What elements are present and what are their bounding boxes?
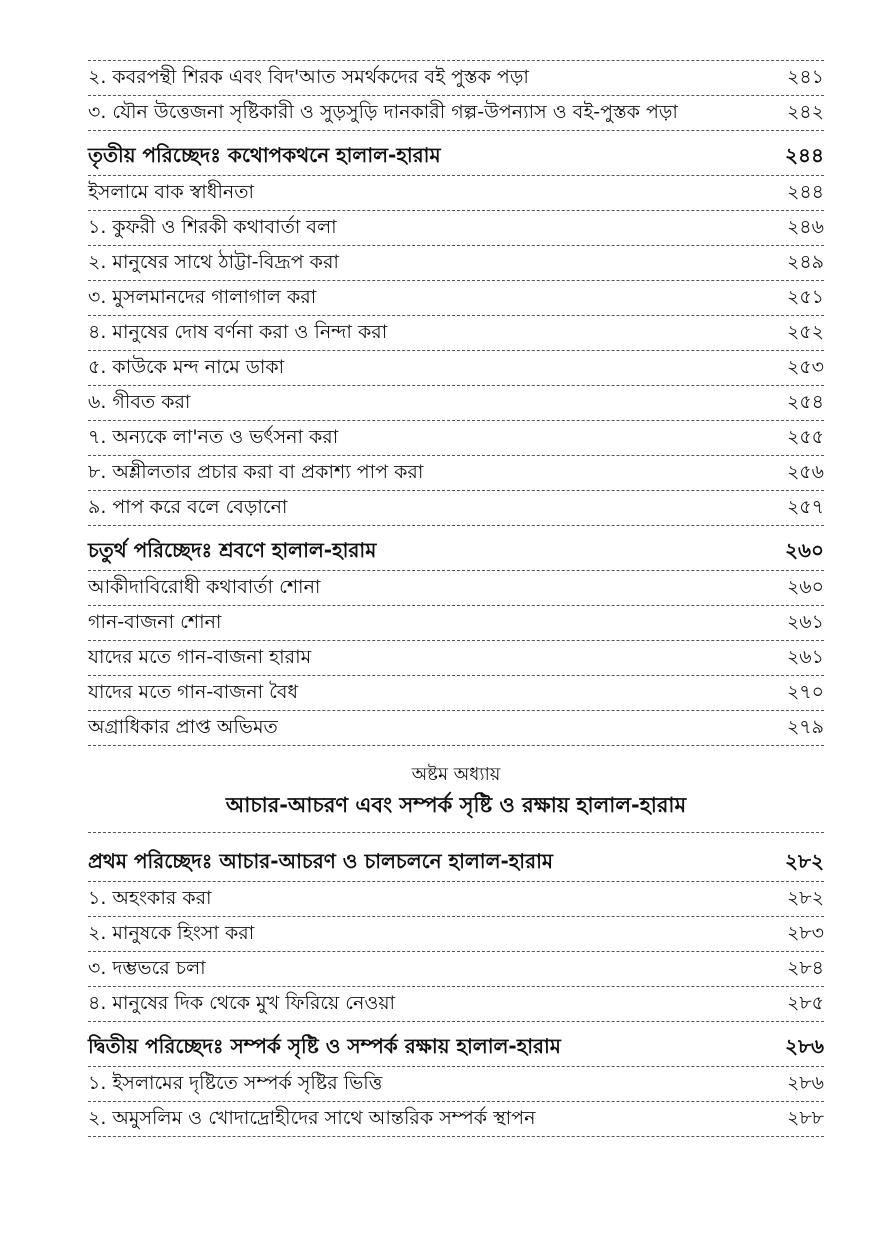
toc-section-heading <box>88 837 824 882</box>
toc-entry-page: ২৬১ <box>786 646 824 668</box>
toc-section-part1 <box>88 61 824 746</box>
toc-entry-page: ২৫৩ <box>786 356 824 378</box>
chapter-number: অষ্টম অধ্যায় <box>411 764 501 785</box>
toc-entry-page: ২৪২ <box>786 101 824 123</box>
toc-entry <box>88 61 824 96</box>
toc-entry <box>88 456 824 491</box>
toc-entry <box>88 386 824 421</box>
toc-entry-page: ২৬০ <box>786 576 824 598</box>
toc-entry-title: ৪. মানুষের দোষ বর্ণনা করা ও নিন্দা করা <box>88 321 388 343</box>
toc-entry-title: ৮. অশ্লীলতার প্রচার করা বা প্রকাশ্য পাপ করা <box>88 461 424 483</box>
toc-entry-title: ৫. কাউকে মন্দ নামে ডাকা <box>88 356 285 378</box>
chapter-header <box>88 762 824 833</box>
toc-entry <box>88 952 824 987</box>
toc-entry-page: ২৫২ <box>786 321 824 343</box>
toc-entry <box>88 676 824 711</box>
toc-entry-page: ২৪৯ <box>786 251 824 273</box>
toc-entry-page: ২৬১ <box>786 611 824 633</box>
toc-entry <box>88 246 824 281</box>
toc-entry <box>88 571 824 606</box>
toc-entry <box>88 711 824 746</box>
toc-entry-title: ১. ইসলামের দৃষ্টিতে সম্পর্ক সৃষ্টির ভিত্তি <box>88 1072 383 1094</box>
toc-entry-title: ২. কবরপন্থী শিরক এবং বিদ'আত সমর্থকদের বই পুস্তক পড়া <box>88 66 529 88</box>
toc-entry-page: ২৫১ <box>786 286 824 308</box>
toc-entry-page: ২৮৬ <box>785 1034 824 1058</box>
chapter-divider <box>88 832 824 833</box>
toc-entry-title: তৃতীয় পরিচ্ছেদঃ কথোপকথনে হালাল-হারাম <box>88 143 441 167</box>
toc-entry-title: গান-বাজনা শোনা <box>88 611 222 633</box>
toc-entry <box>88 96 824 131</box>
toc-entry-title: ৭. অন্যকে লা'নত ও ভর্ৎসনা করা <box>88 426 339 448</box>
toc-entry-title: দ্বিতীয় পরিচ্ছেদঃ সম্পর্ক সৃষ্টি ও সম্পর্ক রক্ষায় হালাল-হারাম <box>88 1034 561 1058</box>
toc-entry <box>88 211 824 246</box>
toc-entry-title: অগ্রাধিকার প্রাপ্ত অভিমত <box>88 716 278 738</box>
toc-entry-page: ২৮৮ <box>786 1107 824 1129</box>
toc-entry <box>88 606 824 641</box>
toc-entry-page: ২৫৬ <box>786 461 824 483</box>
toc-entry <box>88 987 824 1022</box>
toc-entry-page: ২৬০ <box>784 538 824 562</box>
toc-entry <box>88 917 824 952</box>
toc-entry <box>88 421 824 456</box>
toc-entry-page: ২৭৯ <box>786 716 824 738</box>
toc-entry-page: ২৪৬ <box>786 216 824 238</box>
toc-entry <box>88 1067 824 1102</box>
toc-entry-page: ২৫৫ <box>786 426 824 448</box>
toc-section-part2 <box>88 837 824 1137</box>
toc-entry-title: ৩. যৌন উত্তেজনা সৃষ্টিকারী ও সুড়সুড়ি দানকারী গল্প-উপন্যাস ও বই-পুস্তক পড়া <box>88 101 678 123</box>
chapter-title: আচার-আচরণ এবং সম্পর্ক সৃষ্টি ও রক্ষায় হালাল-হারাম <box>225 793 687 817</box>
toc-entry-page: ২৭০ <box>786 681 824 703</box>
toc-entry-title: যাদের মতে গান-বাজনা হারাম <box>88 646 312 668</box>
toc-entry-title: ২. অমুসলিম ও খোদাদ্রোহীদের সাথে আন্তরিক সম্পর্ক স্থাপন <box>88 1107 536 1129</box>
toc-entry <box>88 351 824 386</box>
table-of-contents <box>88 60 824 1137</box>
toc-entry-title: ৩. দম্ভভরে চলা <box>88 957 206 979</box>
toc-entry <box>88 882 824 917</box>
toc-entry-page: ২৮৩ <box>786 922 824 944</box>
toc-section-heading <box>88 1022 824 1067</box>
toc-entry-title: ২. মানুষের সাথে ঠাট্টা-বিদ্রূপ করা <box>88 251 339 273</box>
toc-entry <box>88 176 824 211</box>
toc-entry-page: ২৮২ <box>785 849 824 873</box>
toc-entry <box>88 316 824 351</box>
toc-entry-title: ১. অহংকার করা <box>88 887 212 909</box>
toc-entry-page: ২৮৬ <box>786 1072 824 1094</box>
toc-entry <box>88 1102 824 1137</box>
toc-section-heading <box>88 131 824 176</box>
toc-entry-title: ১. কুফরী ও শিরকী কথাবার্তা বলা <box>88 216 337 238</box>
toc-entry-title: ৪. মানুষের দিক থেকে মুখ ফিরিয়ে নেওয়া <box>88 992 396 1014</box>
toc-entry-page: ২৪৪ <box>785 143 824 167</box>
toc-entry <box>88 641 824 676</box>
toc-entry-title: ৯. পাপ করে বলে বেড়ানো <box>88 496 288 518</box>
toc-entry <box>88 281 824 316</box>
toc-entry-title: চতুর্থ পরিচ্ছেদঃ শ্রবণে হালাল-হারাম <box>88 538 377 562</box>
toc-entry-page: ২৫৪ <box>786 391 824 413</box>
toc-entry-title: ইসলামে বাক স্বাধীনতা <box>88 181 255 203</box>
toc-entry-title: ৬. গীবত করা <box>88 391 191 413</box>
toc-entry-title: প্রথম পরিচ্ছেদঃ আচার-আচরণ ও চালচলনে হালাল-হারাম <box>88 849 553 873</box>
toc-entry <box>88 491 824 526</box>
toc-entry-page: ২৮২ <box>786 887 824 909</box>
toc-entry-title: আকীদাবিরোধী কথাবার্তা শোনা <box>88 576 321 598</box>
toc-entry-page: ২৮৫ <box>786 992 824 1014</box>
toc-entry-title: ৩. মুসলমানদের গালাগাল করা <box>88 286 317 308</box>
toc-entry-title: যাদের মতে গান-বাজনা বৈধ <box>88 681 299 703</box>
toc-entry-page: ২৫৭ <box>786 496 824 518</box>
toc-section-heading <box>88 526 824 571</box>
toc-entry-page: ২৪১ <box>786 66 824 88</box>
toc-entry-page: ২৮৪ <box>786 957 824 979</box>
toc-entry-page: ২৪৪ <box>786 181 824 203</box>
toc-entry-title: ২. মানুষকে হিংসা করা <box>88 922 255 944</box>
